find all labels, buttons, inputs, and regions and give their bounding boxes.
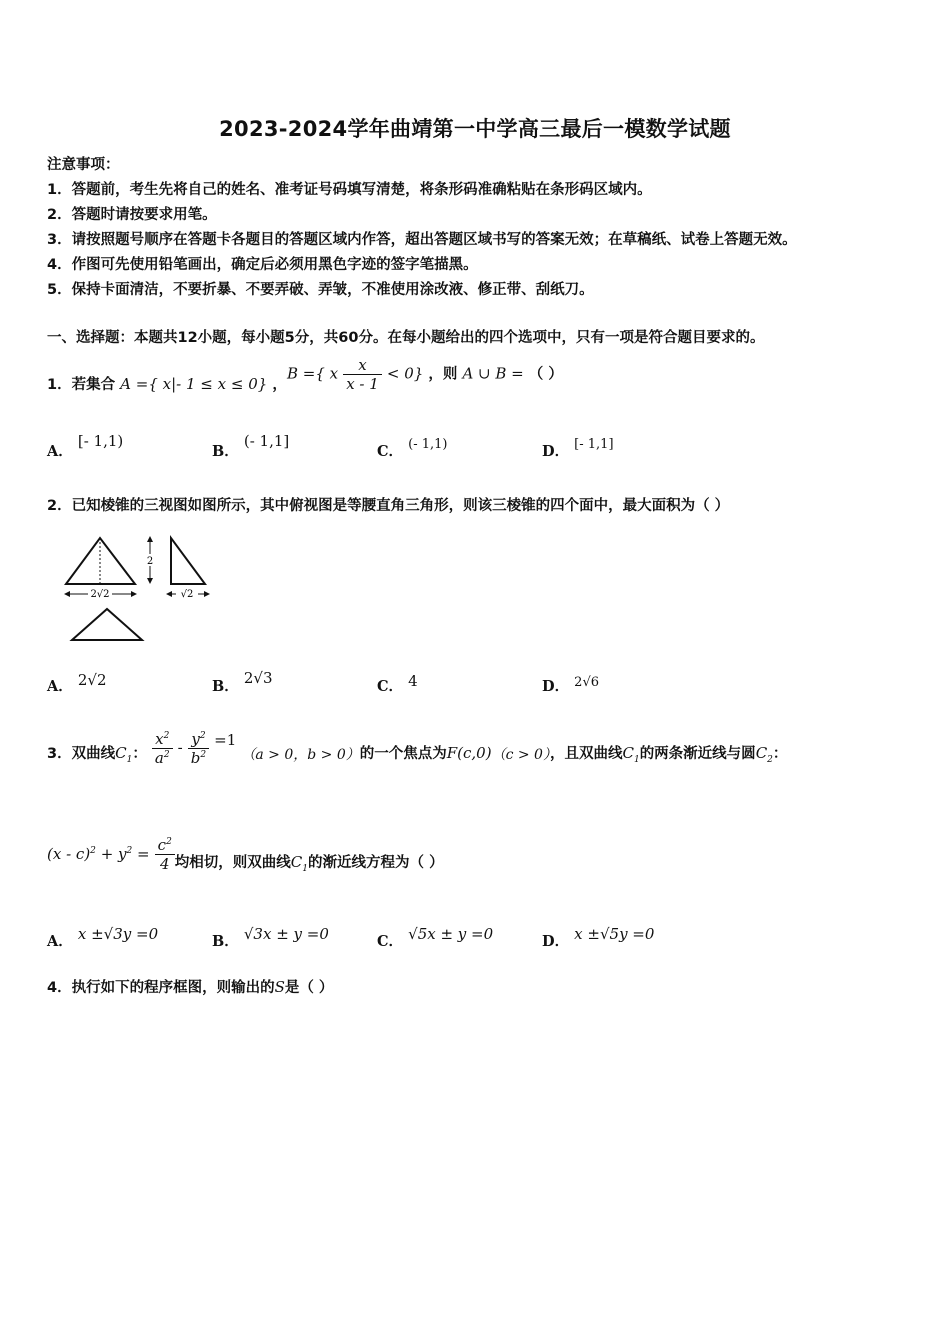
option-label: A．: [47, 678, 73, 695]
q1-option-c: [377, 437, 448, 461]
q1-option-a: [47, 432, 124, 461]
q2-option-a: [47, 671, 107, 696]
question-2: 2．已知棱锥的三视图如图所示，其中俯视图是等腰直角三角形，则该三棱锥的四个面中，最大面积为（ ）: [47, 498, 730, 514]
option-label: A．: [47, 933, 73, 950]
front-view-triangle: [66, 538, 135, 584]
option-label: C．: [377, 678, 404, 695]
question-1: [47, 373, 287, 394]
option-value: √3x ± y =0: [243, 925, 329, 943]
frac-num: $x^2$: [152, 730, 173, 749]
option-value: (- 1,1]: [243, 432, 290, 450]
option-value: [- 1,1): [77, 432, 124, 450]
circle-left: (x - c): [47, 844, 91, 863]
q3-option-c: [377, 925, 494, 951]
y-symbol: y: [191, 730, 200, 748]
q1-frac-num: x: [343, 356, 382, 375]
q3-c1c: [290, 852, 309, 874]
c1-subscript: 1: [126, 754, 133, 765]
arrow-left-icon: [166, 591, 172, 597]
q3-colon2: ：: [772, 745, 788, 762]
question-3: [47, 730, 787, 767]
frac-den: 4: [159, 855, 170, 873]
q3-cond2: （c > 0）: [491, 746, 550, 763]
side-dim-label: √2: [180, 589, 194, 600]
q4-text-a: 4．执行如下的程序框图，则输出的: [47, 980, 275, 996]
q3-asym-text: 的两条渐近线与圆: [639, 745, 756, 762]
q1-option-d: [542, 437, 614, 461]
option-value: x ±√5y =0: [574, 925, 655, 943]
q3-option-d: [542, 925, 655, 951]
q3-frac-y: [188, 730, 209, 767]
option-label: D．: [542, 933, 570, 950]
q1-set-a: A ={ x|- 1 ≤ x ≤ 0}: [120, 375, 268, 393]
q1-option-b: [212, 432, 290, 461]
frac-num: $c^2$: [155, 836, 175, 855]
q3-cond: （a > 0，b > 0）: [241, 746, 360, 763]
three-view-figure: [58, 532, 218, 644]
notes-heading: 注意事项：: [47, 157, 120, 173]
q2-option-c: [377, 672, 418, 696]
arrow-right-icon: [204, 591, 210, 597]
option-value: 4: [408, 672, 418, 690]
option-label: C．: [377, 933, 404, 950]
b-symbol: b: [190, 749, 201, 767]
q1-number: 1．若集合: [47, 377, 116, 393]
arrow-up-icon: [147, 536, 153, 542]
option-label: A．: [47, 443, 73, 460]
circle-mid: + y: [100, 844, 127, 863]
note-item: 3．请按照题号顺序在答题卡各题目的答题区域内作答，超出答题区域书写的答案无效；在草稿纸、试卷上答题无效。: [47, 232, 797, 248]
q3-option-b: [212, 925, 329, 951]
q1-set-b-left: B ={ x: [287, 364, 339, 383]
q2-option-b: [212, 669, 273, 696]
c1-symbol: C: [290, 852, 303, 871]
c1-symbol: C: [622, 743, 634, 762]
option-label: C．: [377, 443, 404, 460]
q1-union: A ∪ B =: [462, 364, 524, 383]
question-4: [47, 976, 333, 997]
c1-symbol: C: [115, 743, 127, 762]
x-symbol: x: [155, 730, 164, 748]
circle-eq: =: [137, 844, 150, 863]
option-value: [- 1,1]: [574, 437, 614, 452]
option-value: 2√3: [243, 669, 273, 687]
q1-fraction: [343, 356, 382, 393]
q1-then: ，则: [428, 366, 458, 383]
q3-frac-x: [152, 730, 173, 767]
q3-colon: ：: [132, 745, 147, 762]
arrow-down-icon: [147, 578, 153, 584]
q3-frac-c: [155, 836, 175, 873]
option-value: √5x ± y =0: [408, 925, 494, 943]
q3-option-a: [47, 925, 159, 951]
q3-c1b: [622, 743, 640, 765]
option-value: 2√6: [574, 675, 599, 690]
q3-ask-text: 的渐近线方程为（ ）: [308, 854, 444, 871]
q2-option-d: [542, 675, 599, 696]
q1-set-b-right: < 0}: [386, 364, 424, 383]
c2-symbol: C: [755, 743, 768, 762]
q3-number: 3．双曲线: [47, 745, 116, 762]
c1-subscript: 1: [633, 754, 640, 765]
q3-focus: F(c,0): [446, 743, 492, 762]
q3-c2: [755, 743, 773, 765]
q3-focus-text: 的一个焦点为: [359, 745, 447, 762]
frac-den: $a^2$: [154, 749, 170, 767]
note-item: 5．保持卡面清洁，不要折暴、不要弄破、弄皱，不准使用涂改液、修正带、刮纸刀。: [47, 282, 594, 298]
c-symbol: c: [157, 836, 167, 854]
option-label: B．: [212, 443, 239, 460]
q1-comma: ，: [272, 377, 287, 393]
option-label: D．: [542, 678, 570, 695]
c2-subscript: 2: [767, 754, 773, 765]
option-value: (- 1,1): [408, 437, 448, 452]
arrow-right-icon: [131, 591, 137, 597]
q3-circle: $(x - c)^2 + y^2$ =: [47, 844, 150, 863]
option-value: 2√2: [77, 671, 107, 689]
option-label: D．: [542, 443, 570, 460]
frac-num: $y^2$: [188, 730, 209, 749]
option-label: B．: [212, 933, 239, 950]
q4-s: S: [274, 978, 285, 996]
top-view-triangle: [72, 609, 142, 640]
front-dim-label: 2√2: [90, 589, 110, 600]
note-item: 2．答题时请按要求用笔。: [47, 207, 217, 223]
option-label: B．: [212, 678, 239, 695]
section-heading: 一、选择题：本题共12小题，每小题5分，共60分。在每小题给出的四个选项中，只有一项是符合题目要求的。: [47, 330, 765, 346]
q3-eq: =1: [214, 730, 237, 749]
q3-tangent-text: 均相切，则双曲线: [174, 854, 291, 871]
q1-blank: （ ）: [528, 366, 563, 383]
q1-set-b: [287, 356, 563, 393]
frac-den: $b^2$: [190, 749, 207, 767]
a-symbol: a: [154, 749, 164, 767]
q3-c1: [115, 743, 133, 765]
option-value: x ±√3y =0: [77, 925, 159, 943]
side-view-triangle: [171, 538, 205, 584]
height-dim-label: 2: [146, 556, 154, 567]
q1-frac-den: x - 1: [346, 375, 379, 393]
q3-mid-text: ，且双曲线: [549, 745, 623, 762]
note-item: 4．作图可先使用铅笔画出，确定后必须用黑色字迹的签字笔描黑。: [47, 257, 478, 273]
note-item: 1．答题前，考生先将自己的姓名、准考证号码填写清楚，将条形码准确粘贴在条形码区域内。: [47, 182, 652, 198]
arrow-left-icon: [64, 591, 70, 597]
q4-text-b: 是（ ）: [284, 980, 334, 996]
q3-line2: [47, 836, 444, 873]
q3-minus: -: [177, 738, 183, 757]
page-title: 2023-2024学年曲靖第一中学高三最后一模数学试题: [219, 117, 731, 141]
c1-subscript: 1: [302, 863, 309, 874]
